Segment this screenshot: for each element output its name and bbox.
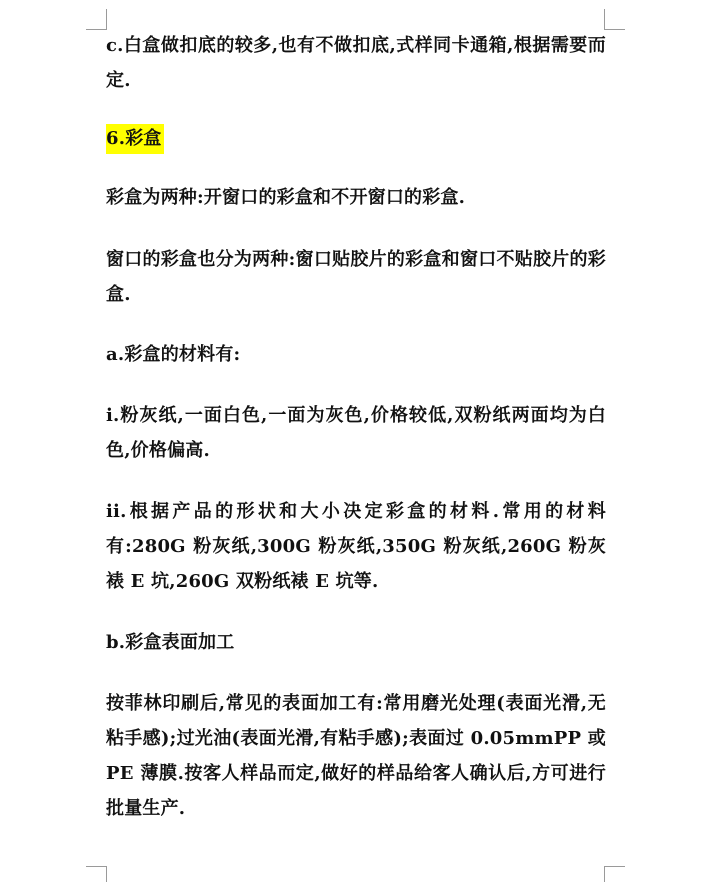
paragraph-surface-finishing[interactable]: 按菲林印刷后,常见的表面加工有:常用磨光处理(表面光滑,无粘手感);过光油(表面光滑,有粘手感);表面过 0.05mmPP 或 PE 薄膜.按客人样品而定,做好的样品给客人确认后,方可进行批量生产. <box>106 693 606 819</box>
crop-mark-top-left <box>86 9 107 30</box>
paragraph-material-i[interactable]: i.粉灰纸,一面白色,一面为灰色,价格较低,双粉纸两面均为白色,价格偏高. <box>106 405 606 461</box>
document-body <box>106 28 606 826</box>
paragraph-color-box-types[interactable]: 彩盒为两种:开窗口的彩盒和不开窗口的彩盒. <box>106 187 466 208</box>
section-heading-paragraph[interactable] <box>106 121 606 156</box>
paragraph-material-ii[interactable]: ii.根据产品的形状和大小决定彩盒的材料.常用的材料有:280G 粉灰纸,300G 粉灰纸,350G 粉灰纸,260G 粉灰裱 E 坑,260G 双粉纸裱 E 坑等. <box>106 501 606 592</box>
paragraph-white-box-note[interactable]: c.白盒做扣底的较多,也有不做扣底,式样同卡通箱,根据需要而定. <box>106 35 606 91</box>
paragraph-window-box-types[interactable]: 窗口的彩盒也分为两种:窗口贴胶片的彩盒和窗口不贴胶片的彩盒. <box>106 249 606 305</box>
crop-mark-bottom-left <box>86 866 107 882</box>
subheading-materials[interactable]: a.彩盒的材料有: <box>106 344 241 365</box>
crop-mark-top-right <box>604 9 625 30</box>
section-heading-color-box: 6.彩盒 <box>106 124 164 154</box>
crop-mark-bottom-right <box>604 866 625 882</box>
subheading-surface-finishing[interactable]: b.彩盒表面加工 <box>106 632 235 653</box>
